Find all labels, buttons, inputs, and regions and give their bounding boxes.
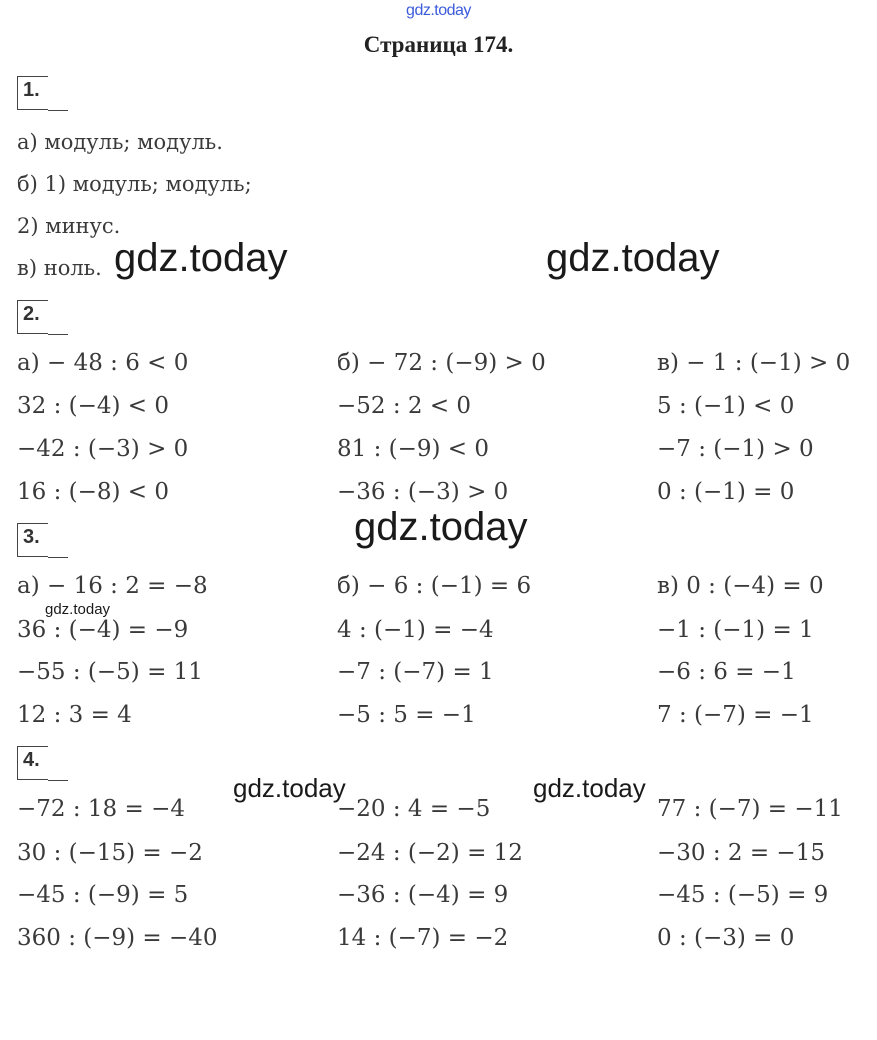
task-1-number-box <box>17 76 48 110</box>
watermark-top: gdz.today <box>406 2 471 19</box>
task-4-equation: −72 : 18 = −4 <box>17 796 185 822</box>
task-3-equation: а) − 16 : 2 = −8 <box>17 573 208 599</box>
task-2-equation: 32 : (−4) < 0 <box>17 393 170 419</box>
task-4-equation: −30 : 2 = −15 <box>657 840 825 866</box>
watermark: gdz.today <box>546 236 720 280</box>
watermark: gdz.today <box>233 773 346 803</box>
task-1-number: 1. <box>23 79 40 101</box>
task-2-equation: а) − 48 : 6 < 0 <box>17 350 189 376</box>
task-2-equation: −52 : 2 < 0 <box>337 393 472 419</box>
task-4-equation: 30 : (−15) = −2 <box>17 840 203 866</box>
task-4-equation: 0 : (−3) = 0 <box>657 925 795 951</box>
task-2-equation: в) − 1 : (−1) > 0 <box>657 350 851 376</box>
task-4-equation: −45 : (−9) = 5 <box>17 882 189 908</box>
task-4-equation: 77 : (−7) = −11 <box>657 796 843 822</box>
task-4-number: 4. <box>23 749 40 771</box>
task-2-equation: б) − 72 : (−9) > 0 <box>337 350 546 376</box>
watermark: gdz.today <box>114 236 288 280</box>
task-3-equation: 12 : 3 = 4 <box>17 702 132 728</box>
task-3-equation: 36 : (−4) = −9 <box>17 617 189 643</box>
task-2-equation: 0 : (−1) = 0 <box>657 479 795 505</box>
watermark: gdz.today <box>533 773 646 803</box>
task-3-number-box <box>17 523 48 557</box>
watermark: gdz.today <box>45 601 111 618</box>
task-3-equation: −7 : (−7) = 1 <box>337 659 494 685</box>
task-4-equation: −24 : (−2) = 12 <box>337 840 523 866</box>
task-1-line: б) 1) модуль; модуль; <box>17 172 252 196</box>
task-4-equation: 360 : (−9) = −40 <box>17 925 218 951</box>
task-2-number: 2. <box>23 303 40 325</box>
task-2-equation: 5 : (−1) < 0 <box>657 393 795 419</box>
task-4-equation: −36 : (−4) = 9 <box>337 882 509 908</box>
task-2-equation: 16 : (−8) < 0 <box>17 479 170 505</box>
task-2-equation: −42 : (−3) > 0 <box>17 436 189 462</box>
task-3-equation: −55 : (−5) = 11 <box>17 659 203 685</box>
task-3-equation: −6 : 6 = −1 <box>657 659 796 685</box>
task-2-number-box <box>17 300 48 334</box>
task-3-equation: б) − 6 : (−1) = 6 <box>337 573 532 599</box>
task-4-number-box <box>17 746 48 780</box>
task-3-equation: −5 : 5 = −1 <box>337 702 476 728</box>
task-4-equation: 14 : (−7) = −2 <box>337 925 509 951</box>
task-3-equation: в) 0 : (−4) = 0 <box>657 573 824 599</box>
task-3-equation: 4 : (−1) = −4 <box>337 617 494 643</box>
task-2-equation: −7 : (−1) > 0 <box>657 436 814 462</box>
page-title: Страница 174. <box>363 32 514 57</box>
task-4-equation: −45 : (−5) = 9 <box>657 882 829 908</box>
watermark: gdz.today <box>354 505 528 549</box>
task-3-number: 3. <box>23 526 40 548</box>
task-3-equation: 7 : (−7) = −1 <box>657 702 814 728</box>
task-3-equation: −1 : (−1) = 1 <box>657 617 814 643</box>
task-1-line: 2) минус. <box>17 214 121 238</box>
task-1-line: а) модуль; модуль. <box>17 130 223 154</box>
task-2-equation: −36 : (−3) > 0 <box>337 479 509 505</box>
task-1-line: в) ноль. <box>17 256 102 280</box>
task-2-equation: 81 : (−9) < 0 <box>337 436 490 462</box>
task-4-equation: −20 : 4 = −5 <box>337 796 491 822</box>
